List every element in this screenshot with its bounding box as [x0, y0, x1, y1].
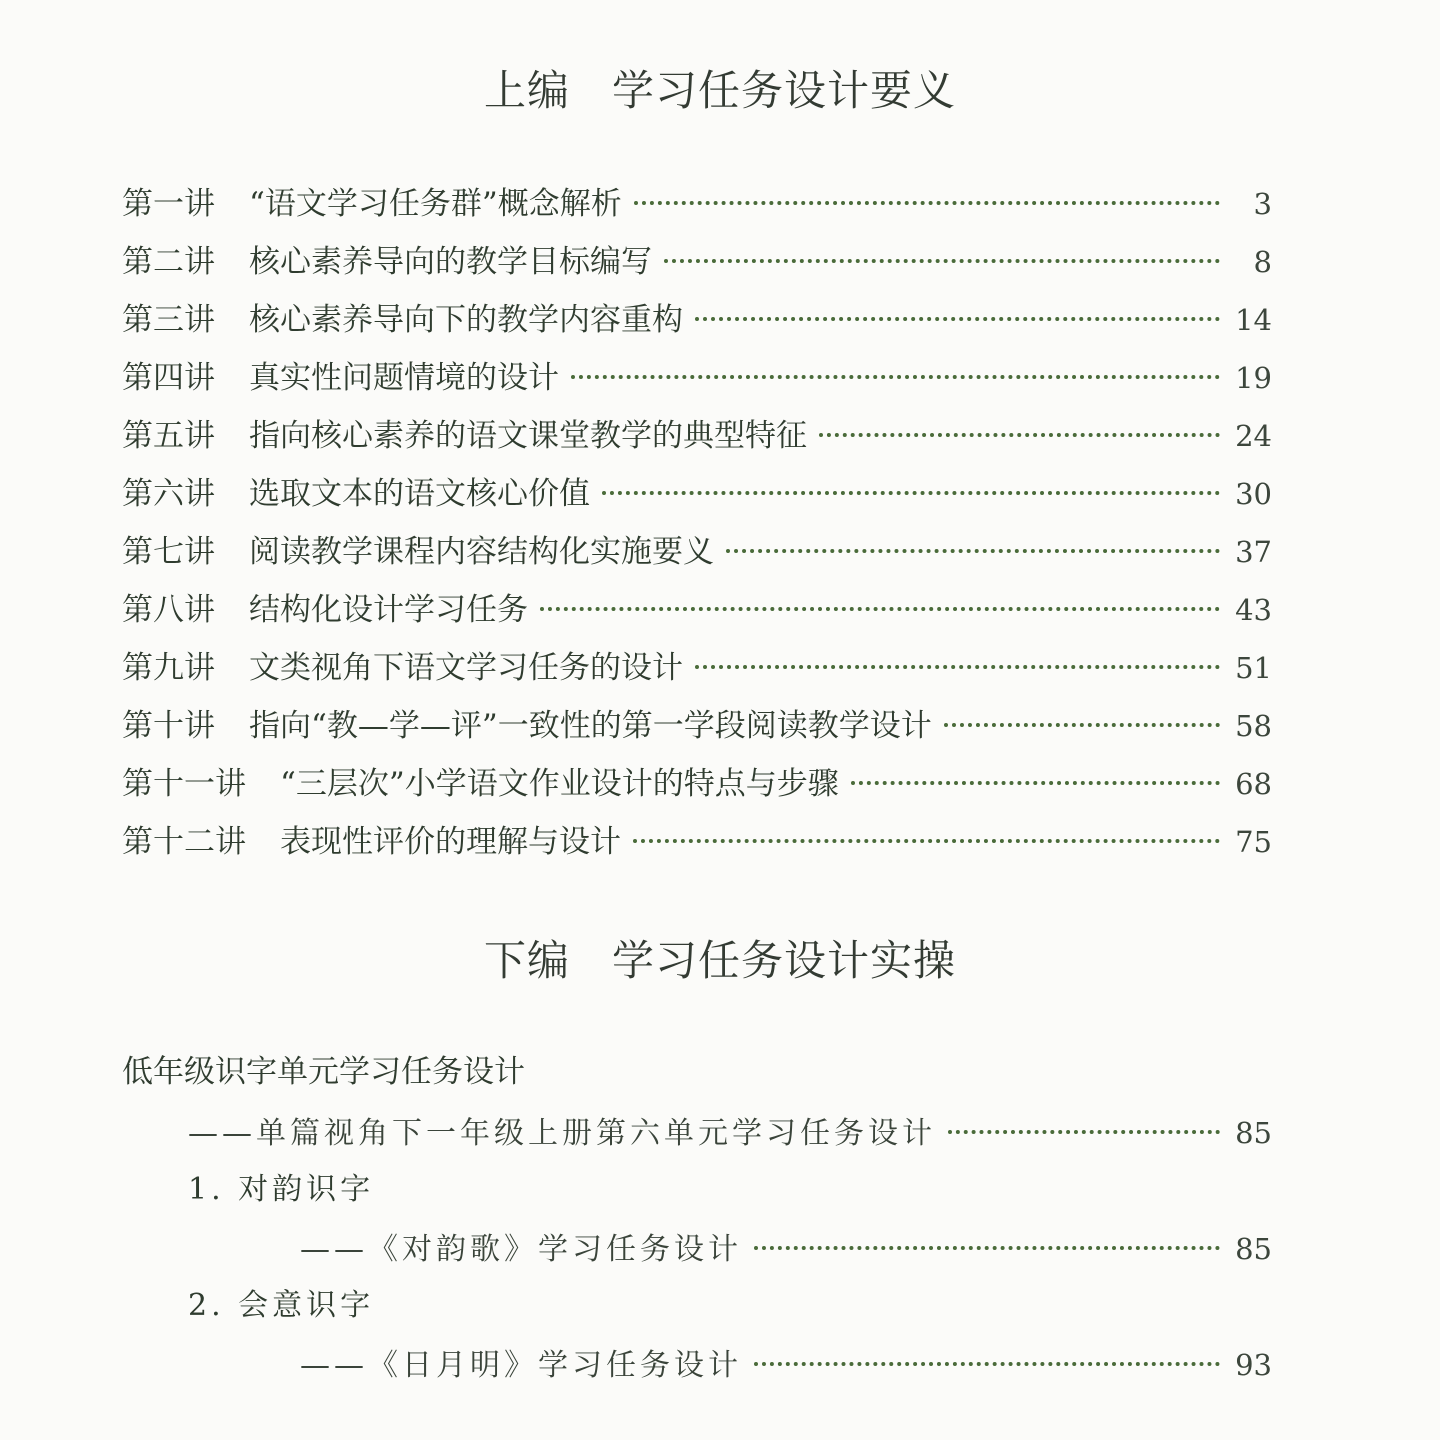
lecture-title: 结构化设计学习任务 — [249, 592, 528, 628]
part-heading: 学习任务设计实操 — [612, 936, 957, 985]
page-number: 75 — [1235, 825, 1272, 859]
toc-entry[interactable] — [122, 584, 1272, 628]
dot-leader — [695, 317, 1220, 321]
page-number: 37 — [1235, 535, 1272, 569]
page-number: 93 — [1235, 1348, 1272, 1382]
page-number: 8 — [1253, 245, 1272, 279]
dot-leader — [695, 665, 1220, 669]
lecture-number: 第九讲 — [122, 650, 215, 686]
lesson-heading[interactable]: 1. 对韵识字 — [188, 1172, 375, 1207]
dot-leader — [944, 723, 1220, 727]
dot-leader — [726, 549, 1220, 553]
dot-leader — [602, 491, 1220, 495]
lecture-title: 核心素养导向下的教学内容重构 — [249, 302, 683, 338]
dot-leader — [540, 607, 1220, 611]
lecture-number: 第二讲 — [122, 244, 215, 280]
lecture-title: 指向“教—学—评”一致性的第一学段阅读教学设计 — [249, 708, 932, 744]
part-heading: 学习任务设计要义 — [612, 66, 957, 115]
toc-entry[interactable] — [122, 816, 1272, 860]
page-number: 43 — [1235, 593, 1272, 627]
lecture-number: 第三讲 — [122, 302, 215, 338]
toc-entry[interactable] — [188, 1108, 1272, 1151]
lecture-number: 第十讲 — [122, 708, 215, 744]
lecture-title: 真实性问题情境的设计 — [249, 360, 559, 396]
lecture-number: 第六讲 — [122, 476, 215, 512]
lesson-subtitle: ——《对韵歌》学习任务设计 — [300, 1232, 742, 1267]
lecture-title: 指向核心素养的语文课堂教学的典型特征 — [249, 418, 807, 454]
lecture-title: 表现性评价的理解与设计 — [280, 824, 621, 860]
toc-entry[interactable] — [122, 410, 1272, 454]
lecture-title: 文类视角下语文学习任务的设计 — [249, 650, 683, 686]
lecture-number: 第十一讲 — [122, 766, 246, 802]
toc-entry[interactable] — [122, 352, 1272, 396]
dot-leader — [754, 1362, 1220, 1366]
page-number: 24 — [1235, 419, 1272, 453]
part-label: 上编 — [483, 66, 570, 115]
toc-entry[interactable] — [122, 758, 1272, 802]
lecture-number: 第七讲 — [122, 534, 215, 570]
dot-leader — [754, 1246, 1220, 1250]
page-number: 14 — [1235, 303, 1272, 337]
dot-leader — [571, 375, 1220, 379]
toc-entry[interactable] — [122, 642, 1272, 686]
toc-entry[interactable] — [122, 294, 1272, 338]
toc-entry[interactable] — [122, 700, 1272, 744]
toc-entry[interactable] — [122, 526, 1272, 570]
unit-heading[interactable]: 低年级识字单元学习任务设计 — [122, 1054, 525, 1090]
page-number: 19 — [1235, 361, 1272, 395]
page-number: 30 — [1235, 477, 1272, 511]
toc-entry[interactable] — [122, 178, 1272, 222]
dot-leader — [634, 201, 1220, 205]
lesson-heading[interactable]: 2. 会意识字 — [188, 1288, 375, 1323]
lecture-title: 选取文本的语文核心价值 — [249, 476, 590, 512]
unit-subtitle: ——单篇视角下一年级上册第六单元学习任务设计 — [188, 1116, 936, 1151]
toc-entry[interactable] — [122, 468, 1272, 512]
page-number: 85 — [1235, 1232, 1272, 1266]
dot-leader — [851, 781, 1220, 785]
dot-leader — [819, 433, 1220, 437]
toc-entry[interactable] — [122, 236, 1272, 280]
lecture-number: 第十二讲 — [122, 824, 246, 860]
lecture-number: 第一讲 — [122, 186, 215, 222]
part-label: 下编 — [483, 936, 570, 985]
page-number: 58 — [1235, 709, 1272, 743]
lecture-number: 第五讲 — [122, 418, 215, 454]
lecture-number: 第八讲 — [122, 592, 215, 628]
dot-leader — [664, 259, 1220, 263]
lesson-subtitle: ——《日月明》学习任务设计 — [300, 1348, 742, 1383]
page-number: 51 — [1235, 651, 1272, 685]
toc-entry[interactable] — [300, 1224, 1272, 1267]
part-title-upper — [0, 58, 1440, 118]
lecture-title: “三层次”小学语文作业设计的特点与步骤 — [280, 766, 839, 802]
lecture-title: 核心素养导向的教学目标编写 — [249, 244, 652, 280]
lecture-number: 第四讲 — [122, 360, 215, 396]
page-number: 85 — [1235, 1116, 1272, 1150]
lecture-title: “语文学习任务群”概念解析 — [249, 186, 622, 222]
page-number: 68 — [1235, 767, 1272, 801]
part-title-lower — [0, 928, 1440, 988]
page-number: 3 — [1253, 187, 1272, 221]
dot-leader — [948, 1130, 1220, 1134]
toc-entry[interactable] — [300, 1340, 1272, 1383]
dot-leader — [633, 839, 1220, 843]
lecture-title: 阅读教学课程内容结构化实施要义 — [249, 534, 714, 570]
